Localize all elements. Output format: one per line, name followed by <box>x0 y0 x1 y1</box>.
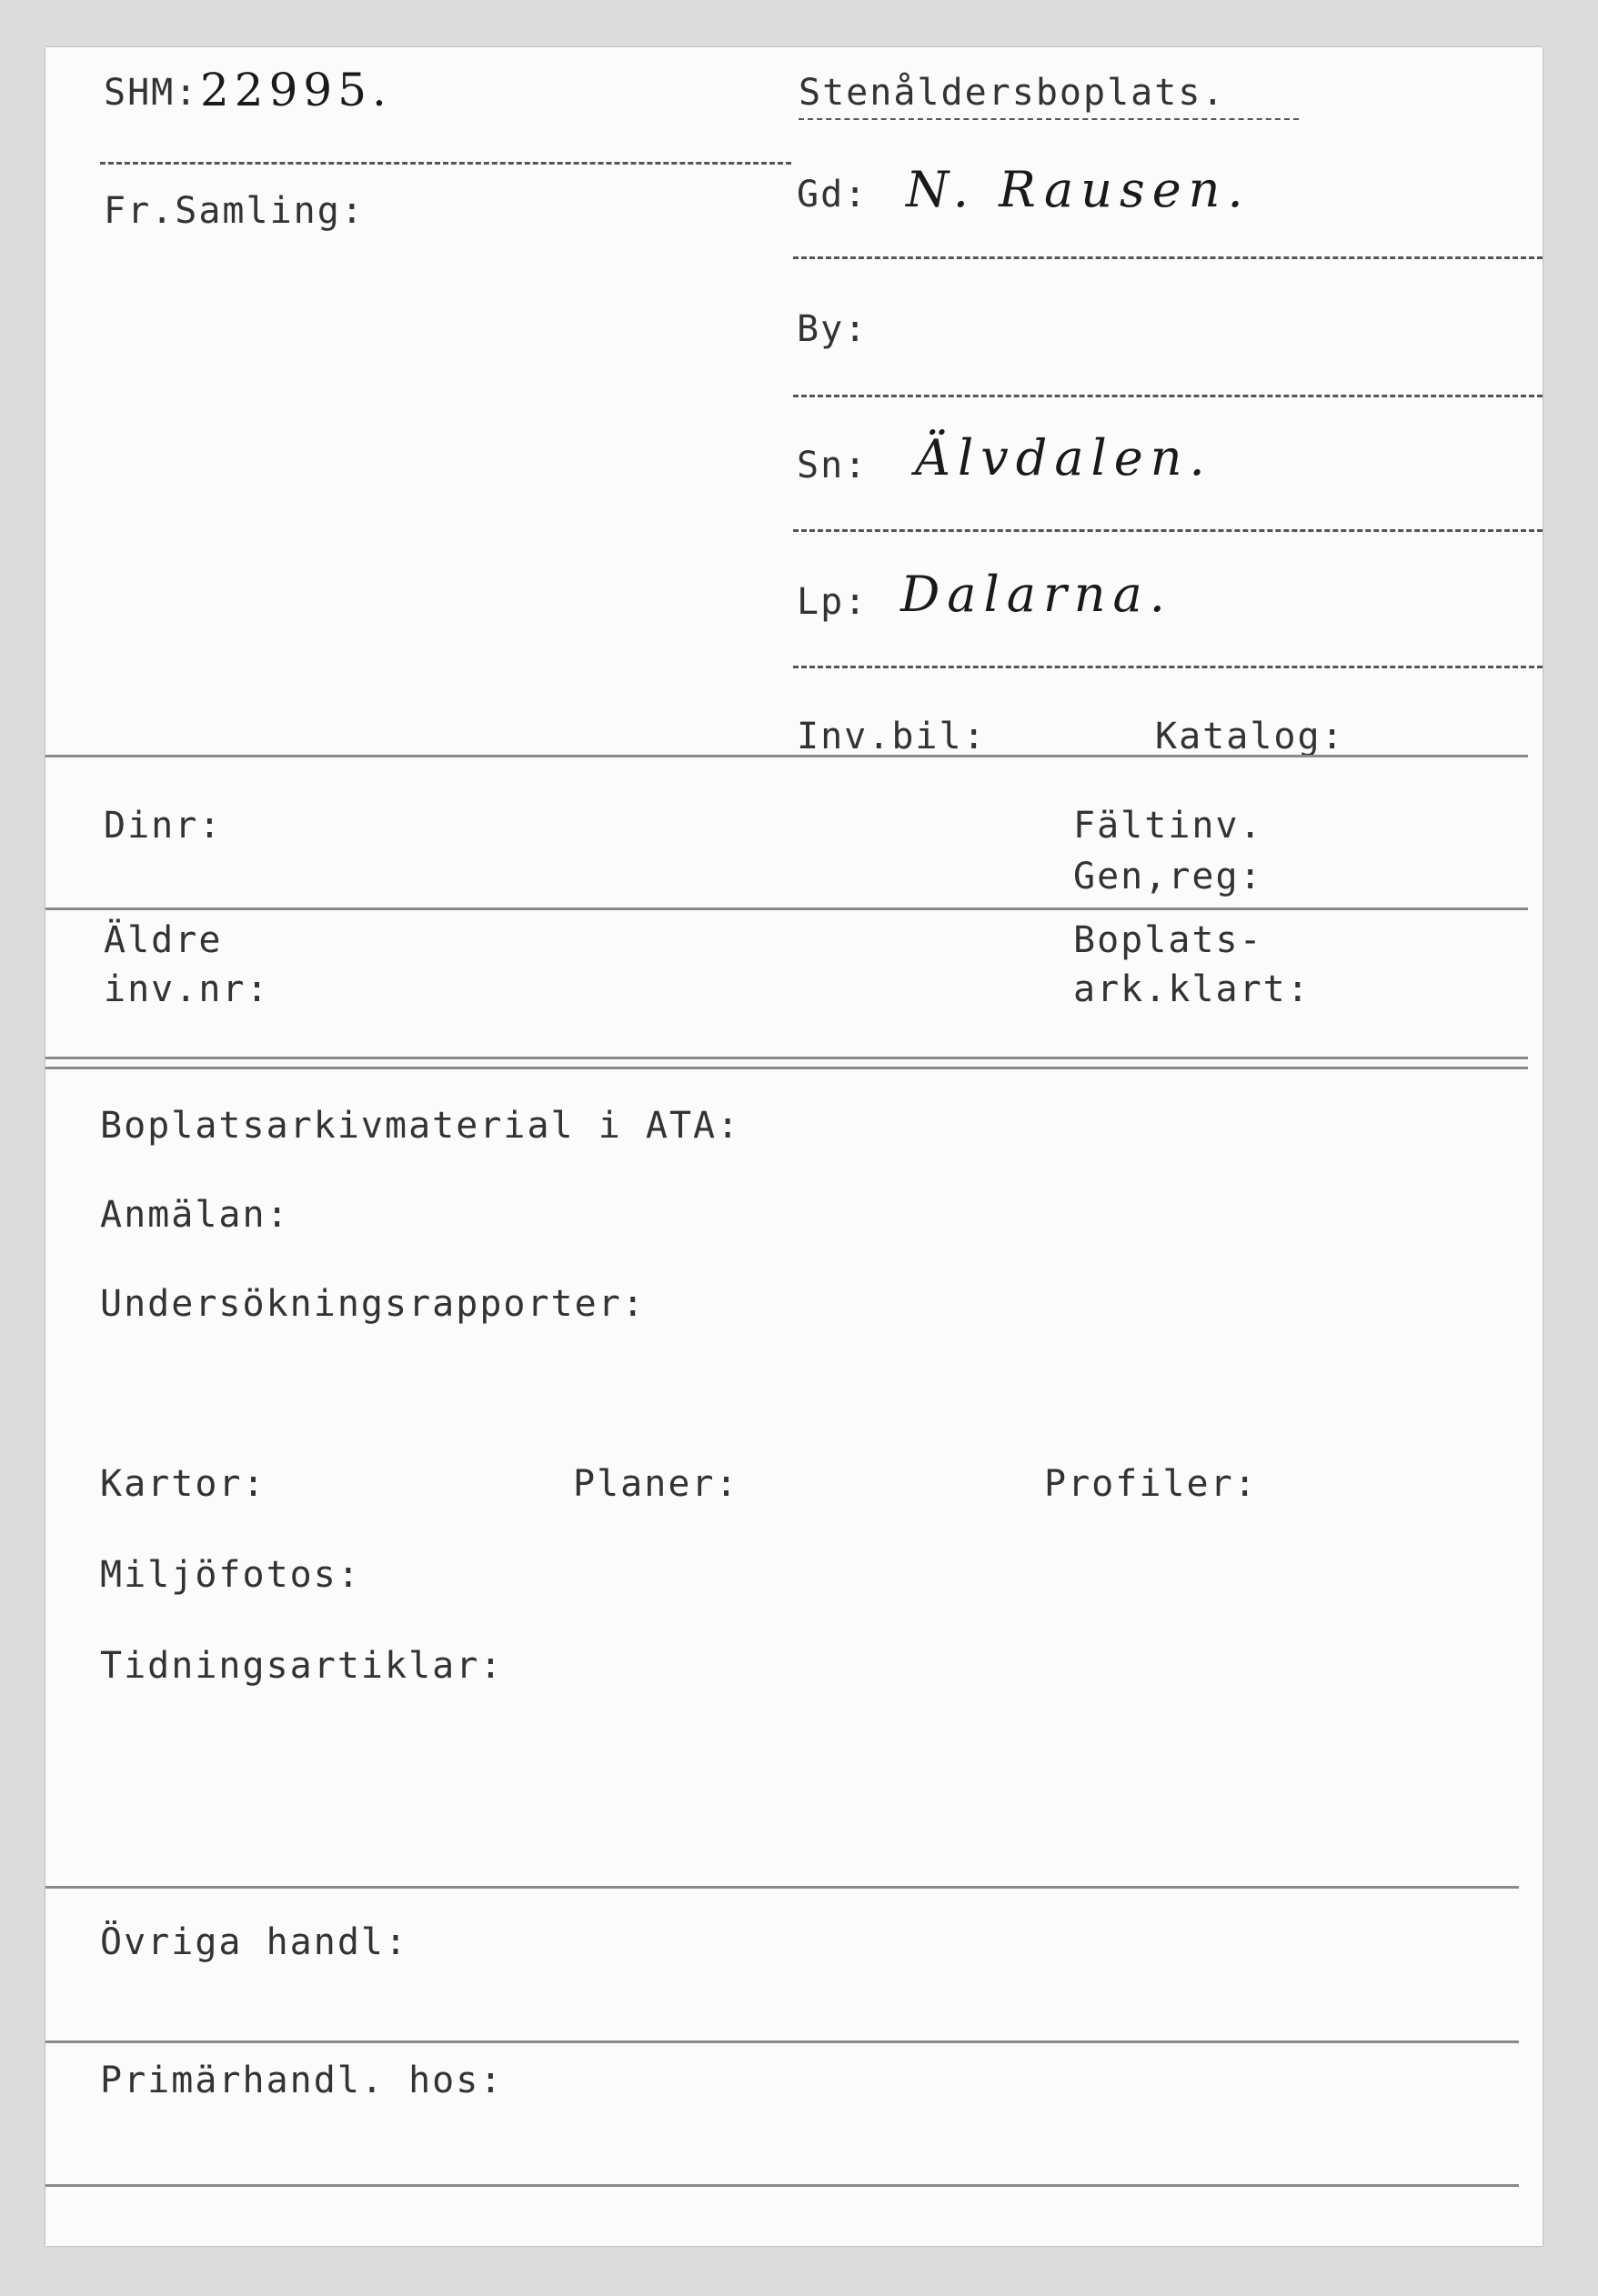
site-type-underline <box>799 118 1299 120</box>
catalog-card <box>45 47 1543 2246</box>
anmalan-label: Anmälan: <box>100 1194 290 1236</box>
kartor-label: Kartor: <box>100 1463 266 1505</box>
inv-bil-label: Inv.bil: <box>797 716 987 757</box>
sn-value: Älvdalen. <box>915 429 1212 486</box>
boplatsarkiv-label: Boplatsarkivmaterial i ATA: <box>100 1105 741 1147</box>
section-line-4 <box>45 2040 1519 2043</box>
shm-label: SHM: <box>104 72 199 114</box>
planer-label: Planer: <box>573 1463 739 1505</box>
lp-label: Lp: <box>797 581 869 623</box>
undersokning-label: Undersökningsrapporter: <box>100 1283 646 1325</box>
faltinv-label: Fältinv. <box>1073 805 1263 847</box>
section-line-2 <box>45 907 1528 910</box>
sn-label: Sn: <box>797 445 869 486</box>
section-line-5 <box>45 2184 1519 2187</box>
section-double-line <box>45 1057 1528 1069</box>
tidning-label: Tidningsartiklar: <box>100 1645 504 1687</box>
by-label: By: <box>797 308 869 350</box>
shm-number: 22995. <box>200 64 392 116</box>
lp-line <box>793 666 1543 668</box>
katalog-label: Katalog: <box>1155 716 1345 757</box>
ark-klart-label: ark.klart: <box>1073 968 1311 1010</box>
primar-label: Primärhandl. hos: <box>100 2060 504 2101</box>
sn-line <box>793 529 1543 532</box>
dinr-label: Dinr: <box>104 805 223 847</box>
fr-samling-label: Fr.Samling: <box>104 190 365 232</box>
gd-label: Gd: <box>797 174 869 216</box>
aldre-label: Äldre <box>104 919 223 961</box>
gd-line <box>793 256 1543 259</box>
section-line-3 <box>45 1886 1519 1889</box>
miljofotos-label: Miljöfotos: <box>100 1554 361 1596</box>
inv-nr-label: inv.nr: <box>104 968 270 1010</box>
gd-value: N. Rausen. <box>906 161 1251 218</box>
section-line-1 <box>45 755 1528 757</box>
profiler-label: Profiler: <box>1044 1463 1258 1505</box>
ovriga-label: Övriga handl: <box>100 1921 409 1963</box>
by-line <box>793 395 1543 397</box>
lp-value: Dalarna. <box>900 566 1172 623</box>
gen-reg-label: Gen,reg: <box>1073 856 1263 897</box>
boplats-label: Boplats- <box>1073 919 1263 961</box>
site-type-heading: Stenåldersboplats. <box>799 72 1226 114</box>
header-divider <box>100 162 791 165</box>
